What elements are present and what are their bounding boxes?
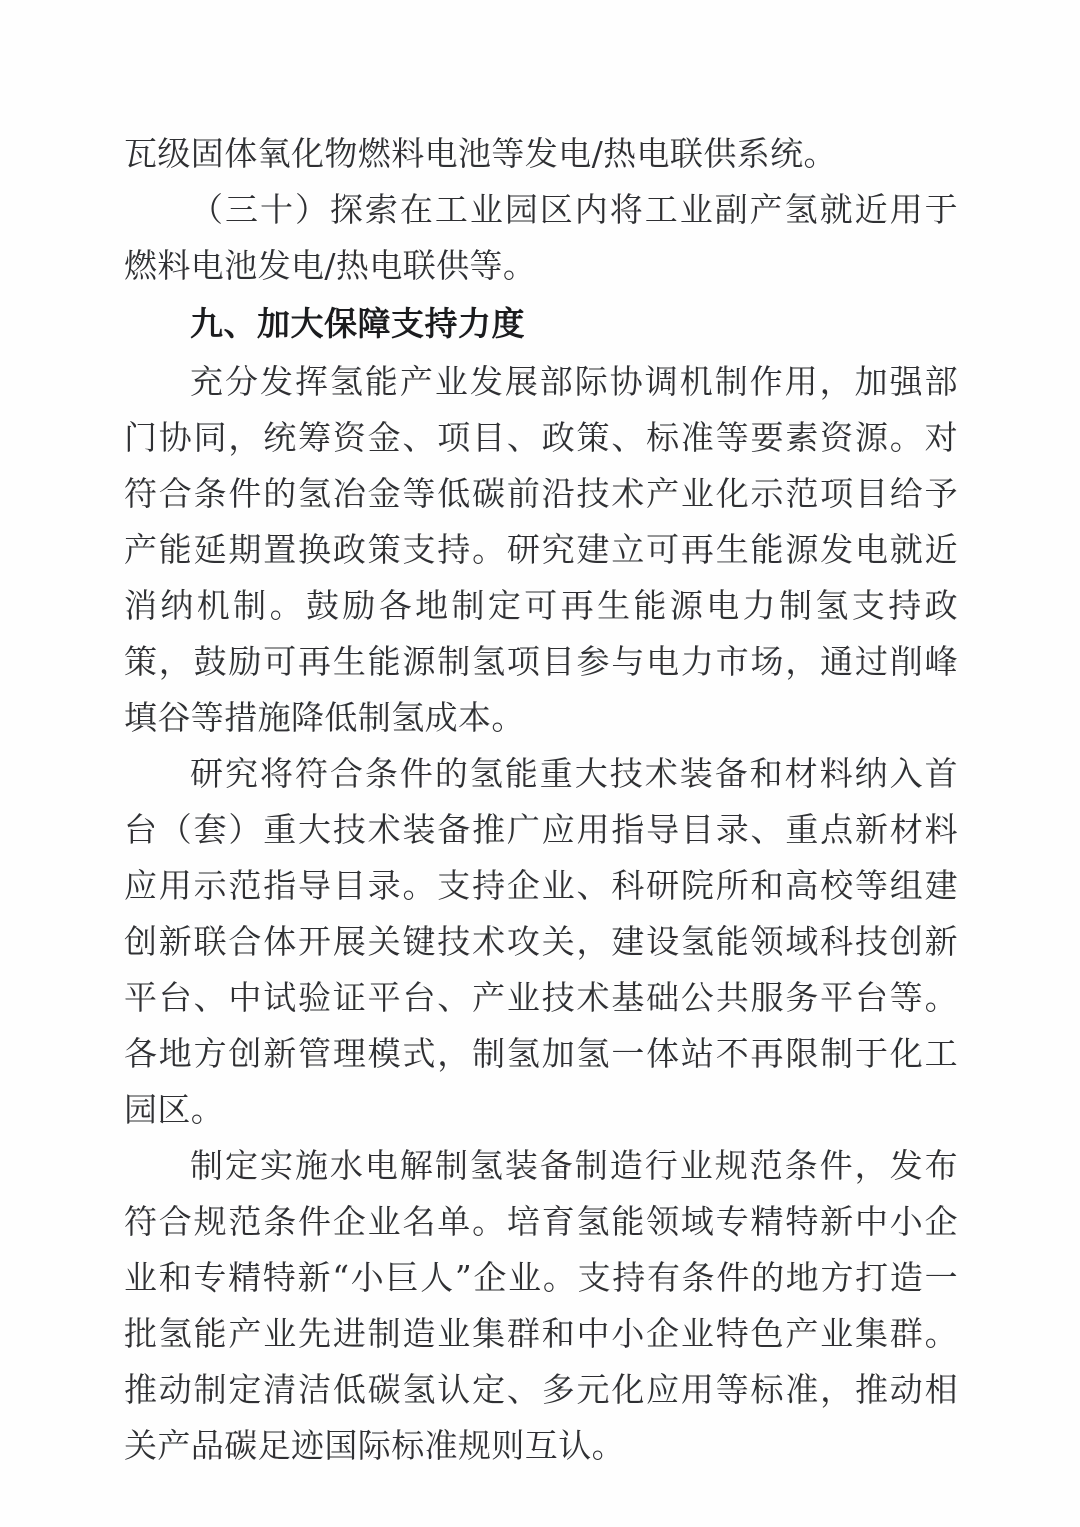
document-text-column	[124, 126, 958, 1474]
section-heading-nine: 九、加大保障支持力度	[190, 305, 525, 342]
body-paragraph-1: 充分发挥氢能产业发展部际协调机制作用，加强部门协同，统筹资金、项目、政策、标准等要素资源。对符合条件的氢冶金等低碳前沿技术产业化示范项目给予产能延期置换政策支持。研究建立可再生能源发电就近消纳机制。鼓励各地制定可再生能源电力制氢支持政策，鼓励可再生能源制氢项目参与电力市场，通过削峰填谷等措施降低制氢成本。	[124, 362, 958, 737]
continued-paragraph: 瓦级固体氧化物燃料电池等发电/热电联供系统。	[124, 134, 837, 173]
body-paragraph-2: 研究将符合条件的氢能重大技术装备和材料纳入首台（套）重大技术装备推广应用指导目录、重点新材料应用示范指导目录。支持企业、科研院所和高校等组建创新联合体开展关键技术攻关，建设氢能领域科技创新平台、中试验证平台、产业技术基础公共服务平台等。各地方创新管理模式，制氢加氢一体站不再限制于化工园区。	[124, 754, 958, 1129]
body-paragraph-3: 制定实施水电解制氢装备制造行业规范条件，发布符合规范条件企业名单。培育氢能领域专精特新中小企业和专精特新“小巨人”企业。支持有条件的地方打造一批氢能产业先进制造业集群和中小企业特色产业集群。推动制定清洁低碳氢认定、多元化应用等标准，推动相关产品碳足迹国际标准规则互认。	[124, 1146, 958, 1465]
numbered-item-thirty: （三十）探索在工业园区内将工业副产氢就近用于燃料电池发电/热电联供等。	[124, 190, 958, 285]
